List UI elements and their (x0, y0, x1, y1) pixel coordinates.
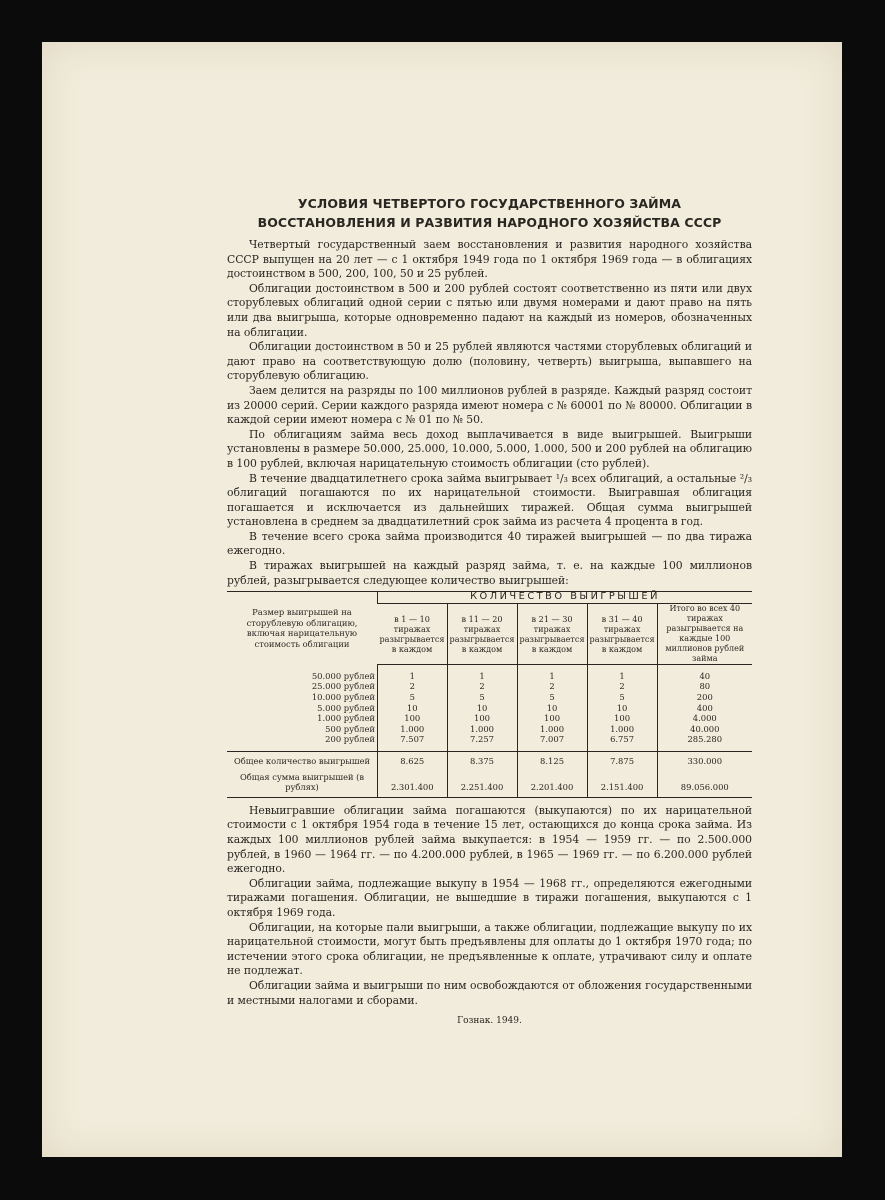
table-row (227, 692, 752, 703)
value-cell: 5 (447, 692, 517, 703)
loan-conditions-content (227, 194, 752, 1026)
total-count-row (227, 752, 752, 770)
table-row (227, 713, 752, 724)
column-header: в 11 — 20 тиражах разыгрывается в каждом (447, 603, 517, 664)
total-sum-cell: 2.151.400 (587, 770, 657, 798)
title-line-2: ВОССТАНОВЛЕНИЯ И РАЗВИТИЯ НАРОДНОГО ХОЗЯЙСТВА СССР (257, 215, 722, 230)
value-cell: 1 (447, 664, 517, 681)
conditions-before-table (227, 238, 752, 588)
table-row (227, 681, 752, 692)
total-count-cell: 8.125 (517, 752, 587, 770)
value-cell: 2 (517, 681, 587, 692)
value-cell: 5 (378, 692, 448, 703)
value-cell: 5 (517, 692, 587, 703)
total-sum-row (227, 770, 752, 798)
value-cell: 40 (657, 664, 752, 681)
paragraph: Заем делится на разряды по 100 миллионов рублей в разряде. Каждый разряд состоит из 20000 серий. Серии каждого разряда имеют номера с № 60001 по № 80000. Облигации в каждой серии имеют номера с № 01 по № 50. (227, 383, 752, 427)
value-cell: 1 (587, 664, 657, 681)
total-count-cell: 8.375 (447, 752, 517, 770)
value-cell: 4.000 (657, 713, 752, 724)
total-sum-cell: 2.251.400 (447, 770, 517, 798)
row-header: Размер выигрышей на сторублевую облигацию, включая нарицательную стоимость облигации (246, 607, 358, 649)
value-cell: 10 (447, 703, 517, 714)
value-cell: 100 (587, 713, 657, 724)
paragraph: Четвертый государственный заем восстановления и развития народного хозяйства СССР выпущен на 20 лет — с 1 октября 1949 года по 1 октября 1969 года — в облигациях достоинством в 500, 200, 100, 50 и 25 рублей. (227, 238, 752, 281)
value-cell: 100 (517, 713, 587, 724)
amount-cell: 5.000 рублей (317, 702, 375, 713)
value-cell: 285.280 (657, 734, 752, 751)
paragraph: Облигации, на которые пали выигрыши, а также облигации, подлежащие выкупу по их нарицательной стоимости, могут быть предъявлены для оплаты до 1 октября 1970 года; по истечении этого срока облигации, не предъявленные к оплате, утрачивают силу и оплате не подлежат. (227, 920, 752, 978)
paragraph: Облигации займа, подлежащие выкупу в 1954 — 1968 гг., определяются ежегодными тиражами погашения. Облигации, не вышедшие в тиражи погашения, выкупаются с 1 октября 1969 года. (227, 876, 752, 919)
paragraph: В течение всего срока займа производится 40 тиражей выигрышей — по два тиража ежегодно. (227, 529, 752, 558)
value-cell: 1.000 (378, 724, 448, 735)
amount-cell: 10.000 рублей (311, 692, 375, 703)
column-header-total: Итого во всех 40 тиражах разыгрывается на каждые 100 миллионов рублей займа (657, 603, 752, 664)
total-sum-cell: 2.301.400 (378, 770, 448, 798)
conditions-after-table (227, 804, 752, 1008)
column-header: в 21 — 30 тиражах разыгрывается в каждом (517, 603, 587, 664)
value-cell: 10 (378, 703, 448, 714)
table-row (227, 724, 752, 735)
paragraph: Облигации достоинством в 50 и 25 рублей являются частями сторублевых облигаций и дают право на соответствующую долю (половину, четверть) выигрыша, выпавшего на сторублевую облигацию. (227, 340, 752, 383)
amount-cell: 50.000 рублей (311, 670, 375, 681)
paragraph: Невыигравшие облигации займа погашаются (выкупаются) по их нарицательной стоимости с 1 октября 1954 года в течение 15 лет, остающихся до конца срока займа. Из каждых 100 миллионов рублей займа выкупается: в 1954 — 1959 гг. — по 2.500.000 рублей, в 1960 — 1964 гг. — по 4.200.000 рублей, в 1965 — 1969 гг. — по 6.200.000 рублей ежегодно. (227, 803, 752, 876)
value-cell: 7.507 (378, 734, 448, 751)
table-row (227, 734, 752, 751)
value-cell: 7.257 (447, 734, 517, 751)
table-row (227, 703, 752, 714)
amount-cell: 500 рублей (325, 723, 375, 734)
total-count-label: Общее количество выигрышей (227, 752, 378, 770)
value-cell: 7.007 (517, 734, 587, 751)
bond-back-sheet (42, 42, 842, 1157)
value-cell: 100 (447, 713, 517, 724)
title-line-1: УСЛОВИЯ ЧЕТВЕРТОГО ГОСУДАРСТВЕННОГО ЗАЙМА (297, 196, 682, 211)
table-header-row (227, 592, 752, 604)
winnings-table (227, 591, 752, 798)
total-count-cell: 330.000 (657, 752, 752, 770)
value-cell: 6.757 (587, 734, 657, 751)
value-cell: 5 (587, 692, 657, 703)
paragraph: По облигациям займа весь доход выплачивается в виде выигрышей. Выигрыши установлены в размере 50.000, 25.000, 10.000, 5.000, 1.000, 500 и 200 рублей на облигацию в 100 рублей, включая нарицательную стоимость облигации (сто рублей). (227, 427, 752, 470)
value-cell: 2 (378, 681, 448, 692)
amount-cell: 25.000 рублей (311, 681, 375, 692)
value-cell: 1 (378, 664, 448, 681)
paragraph: В тиражах выигрышей на каждый разряд займа, т. е. на каждые 100 миллионов рублей, разыгрывается следующее количество выигрышей: (227, 559, 752, 587)
value-cell: 100 (378, 713, 448, 724)
value-cell: 1.000 (587, 724, 657, 735)
paragraph: Облигации займа и выигрыши по ним освобождаются от обложения государственными и местными налогами и сборами. (227, 978, 752, 1007)
value-cell: 2 (587, 681, 657, 692)
value-cell: 200 (657, 692, 752, 703)
total-sum-cell: 89.056.000 (657, 770, 752, 798)
document-title (227, 194, 752, 232)
value-cell: 10 (587, 703, 657, 714)
amount-cell: 1.000 рублей (317, 713, 375, 724)
value-cell: 1.000 (447, 724, 517, 735)
total-count-cell: 7.875 (587, 752, 657, 770)
value-cell: 2 (447, 681, 517, 692)
total-sum-cell: 2.201.400 (517, 770, 587, 798)
printer-imprint: Гознак. 1949. (457, 1016, 522, 1027)
table-row (227, 664, 752, 681)
value-cell: 1 (517, 664, 587, 681)
value-cell: 400 (657, 703, 752, 714)
value-cell: 1.000 (517, 724, 587, 735)
value-cell: 10 (517, 703, 587, 714)
column-header: в 1 — 10 тиражах разыгрывается в каждом (378, 603, 448, 664)
amount-cell: 200 рублей (325, 734, 375, 745)
column-header: в 31 — 40 тиражах разыгрывается в каждом (587, 603, 657, 664)
group-header: КОЛИЧЕСТВО ВЫИГРЫШЕЙ (378, 592, 753, 604)
paragraph: В течение двадцатилетнего срока займа выигрывает ¹/₃ всех облигаций, а остальные ²/₃ облигаций погашаются по их нарицательной стоимости. Выигравшая облигация погашается и исключается из дальнейших тиражей. Общая сумма выигрышей установлена в среднем за двадцатилетний срок займа из расчета 4 процента в год. (227, 471, 752, 529)
value-cell: 80 (657, 681, 752, 692)
total-count-cell: 8.625 (378, 752, 448, 770)
value-cell: 40.000 (657, 724, 752, 735)
paragraph: Облигации достоинством в 500 и 200 рублей состоят соответственно из пяти или двух сторублевых облигаций одной серии с пятью или двумя номерами и дают право на пять или два выигрыша, которые одновременно падают на каждый из номеров, обозначенных на облигации. (227, 281, 752, 339)
total-sum-label: Общая сумма выигрышей (в рублях) (239, 771, 365, 793)
